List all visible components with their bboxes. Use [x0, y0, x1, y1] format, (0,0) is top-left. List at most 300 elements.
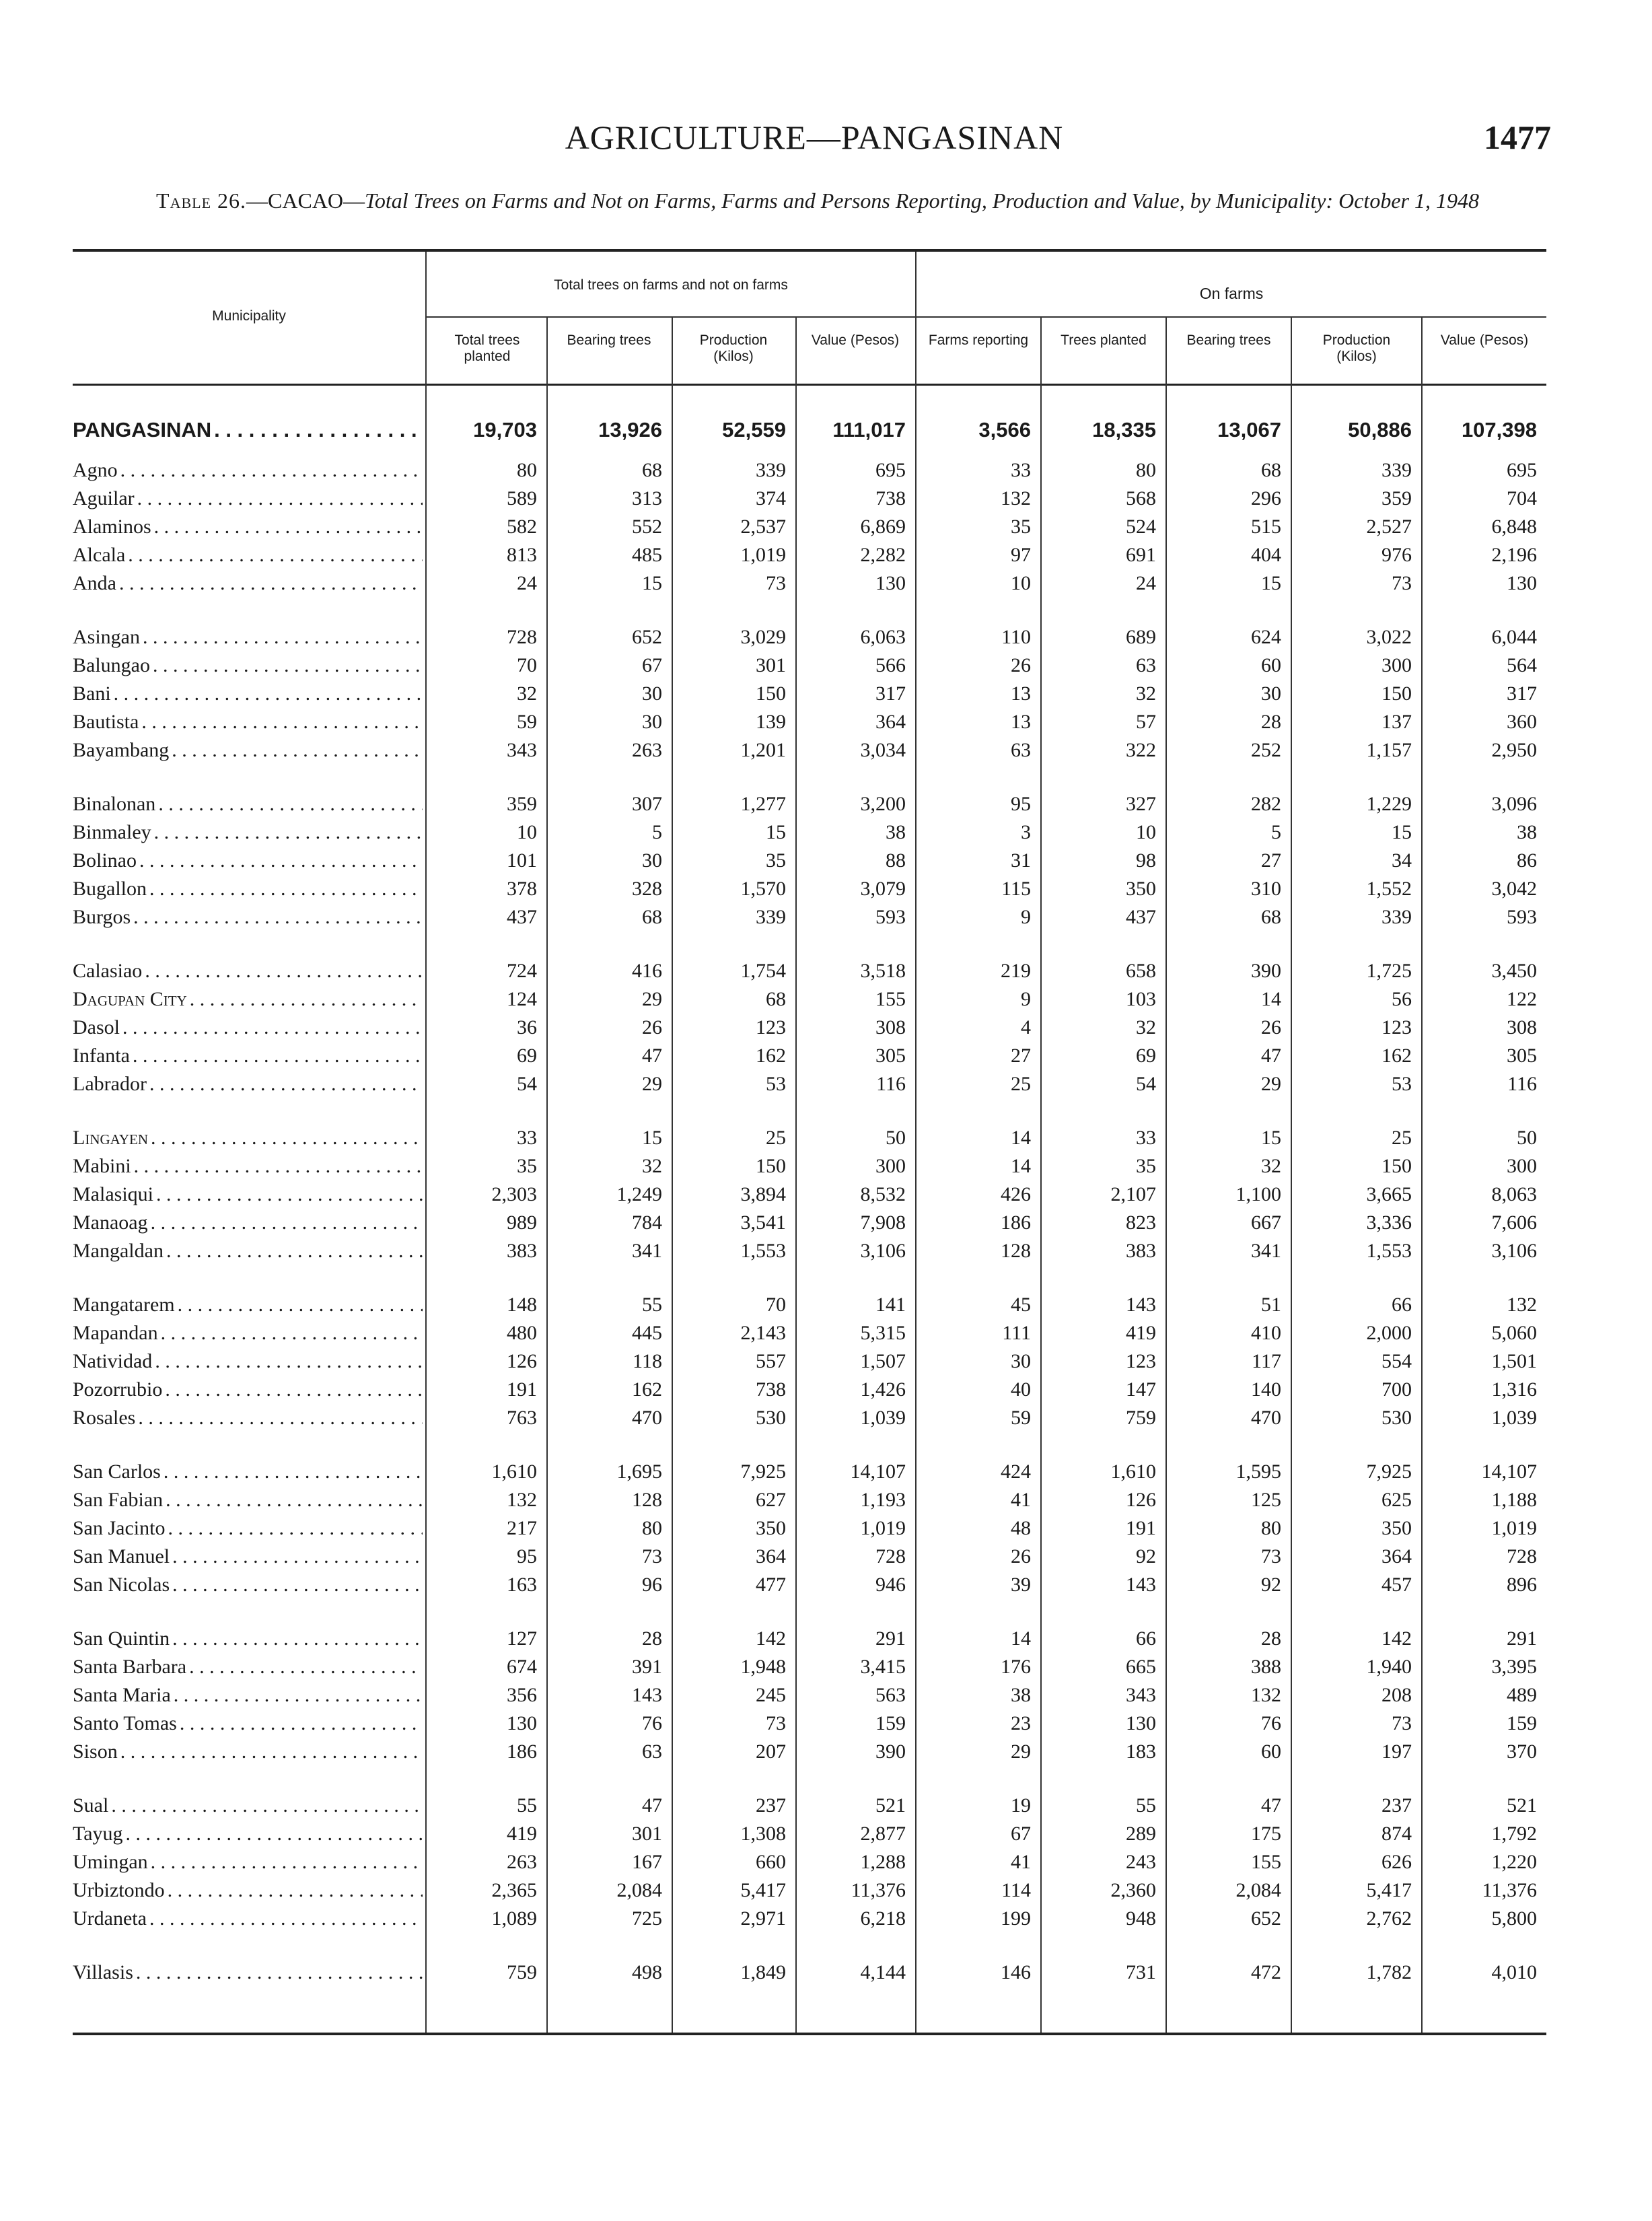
spacer-row — [73, 1766, 1546, 1792]
value-cell: 658 — [1126, 960, 1156, 982]
value-cell: 54 — [517, 1073, 537, 1095]
table-row — [73, 818, 1546, 847]
value-cell: 6,848 — [1491, 516, 1537, 538]
value-cell: 66 — [1392, 1294, 1412, 1316]
spacer-row — [73, 598, 1546, 623]
value-cell: 728 — [875, 1545, 906, 1567]
table-row — [73, 1653, 1546, 1681]
value-cell: 6,218 — [860, 1907, 906, 1930]
value-cell: 68 — [766, 988, 786, 1010]
leader-dots — [122, 1014, 423, 1042]
value-cell: 9 — [1021, 906, 1031, 928]
value-cell: 25 — [1392, 1127, 1412, 1149]
leader-dots — [168, 1876, 423, 1905]
value-cell: 28 — [642, 1627, 662, 1650]
municipality-cell — [73, 1820, 425, 1848]
leader-dots — [149, 1905, 423, 1933]
value-cell: 35 — [517, 1155, 537, 1177]
value-cell: 424 — [1001, 1460, 1031, 1483]
table-description: Total Trees on Farms and Not on Farms, Farms and Persons Reporting, Production and Value, by Municipality: October 1, 1948 — [365, 188, 1479, 213]
value-cell: 2,282 — [860, 544, 906, 566]
spacer-cell — [73, 1933, 1546, 1959]
header-production-kilos: Production (Kilos) — [699, 332, 768, 364]
municipality-name: San Jacinto — [73, 1517, 166, 1539]
value-cell: 700 — [1381, 1378, 1412, 1401]
table-row — [73, 1180, 1546, 1209]
value-cell: 176 — [1001, 1656, 1031, 1678]
value-cell: 731 — [1126, 1961, 1156, 1983]
municipality-name: Umingan — [73, 1851, 148, 1873]
value-cell: 4,144 — [860, 1961, 906, 1983]
leader-dots — [190, 985, 423, 1014]
municipality-name: Mangaldan — [73, 1240, 164, 1262]
value-cell: 26 — [1261, 1016, 1281, 1038]
table-row — [73, 1458, 1546, 1486]
value-cell: 110 — [1001, 626, 1031, 648]
leader-dots — [154, 818, 423, 847]
value-cell: 296 — [1251, 487, 1281, 509]
leader-dots — [166, 1237, 423, 1265]
municipality-cell — [73, 1738, 425, 1766]
value-cell: 2,360 — [1110, 1879, 1156, 1901]
municipality-name: Malasiqui — [73, 1183, 153, 1205]
value-cell: 107,398 — [1461, 418, 1537, 442]
leader-dots — [151, 1209, 423, 1237]
municipality-name: San Quintin — [73, 1627, 170, 1650]
table-row — [73, 569, 1546, 598]
value-cell: 123 — [1126, 1350, 1156, 1372]
value-cell: 191 — [1126, 1517, 1156, 1539]
table-row — [73, 1738, 1546, 1766]
value-cell: 101 — [507, 849, 537, 872]
value-cell: 5 — [652, 821, 662, 843]
value-cell: 191 — [507, 1378, 537, 1401]
value-cell: 150 — [756, 1155, 786, 1177]
value-cell: 25 — [1011, 1073, 1031, 1095]
table-row — [73, 456, 1546, 485]
value-cell: 308 — [1507, 1016, 1537, 1038]
municipality-name: Villasis — [73, 1961, 133, 1983]
municipality-name: Sual — [73, 1794, 109, 1817]
value-cell: 7,908 — [860, 1211, 906, 1234]
value-cell: 3,566 — [978, 418, 1031, 442]
leader-dots — [120, 456, 423, 485]
value-cell: 1,782 — [1366, 1961, 1412, 1983]
leader-dots — [168, 1514, 423, 1543]
value-cell: 118 — [633, 1350, 662, 1372]
value-cell: 29 — [1261, 1073, 1281, 1095]
value-cell: 163 — [507, 1574, 537, 1596]
value-cell: 691 — [1126, 544, 1156, 566]
leader-dots — [174, 1681, 423, 1709]
bottom-rule — [73, 2033, 1546, 2035]
value-cell: 695 — [1507, 459, 1537, 481]
value-cell: 13,926 — [598, 418, 662, 442]
value-cell: 80 — [1136, 459, 1156, 481]
municipality-cell — [73, 651, 425, 680]
municipality-cell — [73, 1486, 425, 1514]
value-cell: 142 — [756, 1627, 786, 1650]
municipality-cell — [73, 569, 425, 598]
value-cell: 137 — [1381, 711, 1412, 733]
value-cell: 300 — [1507, 1155, 1537, 1177]
value-cell: 763 — [507, 1407, 537, 1429]
value-cell: 68 — [642, 459, 662, 481]
value-cell: 301 — [756, 654, 786, 676]
value-cell: 5 — [1271, 821, 1281, 843]
municipality-name: Manaoag — [73, 1211, 148, 1234]
value-cell: 552 — [632, 516, 662, 538]
municipality-cell — [73, 404, 425, 456]
municipality-name: Asingan — [73, 626, 140, 648]
value-cell: 25 — [766, 1127, 786, 1149]
header-farms-reporting: Farms reporting — [928, 332, 1029, 348]
value-cell: 123 — [1381, 1016, 1412, 1038]
value-cell: 6,869 — [860, 516, 906, 538]
value-cell: 128 — [1001, 1240, 1031, 1262]
value-cell: 63 — [1136, 654, 1156, 676]
municipality-name: Calasiao — [73, 960, 143, 982]
value-cell: 27 — [1011, 1045, 1031, 1067]
value-cell: 47 — [1261, 1045, 1281, 1067]
municipality-cell — [73, 1792, 425, 1820]
value-cell: 143 — [632, 1684, 662, 1706]
value-cell: 33 — [1136, 1127, 1156, 1149]
value-cell: 54 — [1136, 1073, 1156, 1095]
leader-dots — [153, 651, 423, 680]
table-row — [73, 1152, 1546, 1180]
value-cell: 1,157 — [1366, 739, 1412, 761]
value-cell: 55 — [517, 1794, 537, 1817]
value-cell: 665 — [1126, 1656, 1156, 1678]
municipality-cell — [73, 1653, 425, 1681]
value-cell: 15 — [1261, 1127, 1281, 1149]
value-cell: 23 — [1011, 1712, 1031, 1734]
value-cell: 350 — [1126, 878, 1156, 900]
leader-dots — [134, 1152, 423, 1180]
leader-dots — [172, 736, 423, 765]
table-row — [73, 957, 1546, 985]
municipality-cell — [73, 736, 425, 765]
value-cell: 445 — [632, 1322, 662, 1344]
leader-dots — [158, 790, 423, 818]
value-cell: 625 — [1381, 1489, 1412, 1511]
value-cell: 350 — [1381, 1517, 1412, 1539]
value-cell: 132 — [1001, 487, 1031, 509]
value-cell: 130 — [1126, 1712, 1156, 1734]
value-cell: 3,450 — [1491, 960, 1537, 982]
municipality-name: Balungao — [73, 654, 150, 676]
municipality-name: Anda — [73, 572, 116, 594]
municipality-cell — [73, 1347, 425, 1376]
municipality-cell — [73, 456, 425, 485]
municipality-name: San Nicolas — [73, 1574, 170, 1596]
value-cell: 5,060 — [1491, 1322, 1537, 1344]
value-cell: 159 — [875, 1712, 906, 1734]
value-cell: 14 — [1011, 1127, 1031, 1149]
value-cell: 32 — [1136, 682, 1156, 705]
value-cell: 167 — [632, 1851, 662, 1873]
municipality-cell — [73, 985, 425, 1014]
value-cell: 148 — [507, 1294, 537, 1316]
leader-dots — [145, 957, 423, 985]
value-cell: 563 — [875, 1684, 906, 1706]
value-cell: 114 — [1001, 1879, 1031, 1901]
table-row — [73, 1319, 1546, 1347]
value-cell: 30 — [642, 849, 662, 872]
value-cell: 515 — [1251, 516, 1281, 538]
running-title: AGRICULTURE—PANGASINAN — [565, 118, 1064, 156]
value-cell: 390 — [875, 1740, 906, 1763]
value-cell: 1,507 — [860, 1350, 906, 1372]
municipality-cell — [73, 1514, 425, 1543]
value-cell: 35 — [1136, 1155, 1156, 1177]
table-row — [73, 1291, 1546, 1319]
leader-dots — [139, 847, 423, 875]
value-cell: 725 — [632, 1907, 662, 1930]
spacer-row — [73, 765, 1546, 790]
value-cell: 300 — [1381, 654, 1412, 676]
value-cell: 132 — [1507, 1294, 1537, 1316]
value-cell: 39 — [1011, 1574, 1031, 1596]
value-cell: 3,415 — [860, 1656, 906, 1678]
value-cell: 175 — [1251, 1823, 1281, 1845]
value-cell: 2,971 — [740, 1907, 786, 1930]
value-cell: 1,426 — [860, 1378, 906, 1401]
value-cell: 57 — [1136, 711, 1156, 733]
leader-dots — [136, 1959, 423, 1987]
value-cell: 291 — [875, 1627, 906, 1650]
value-cell: 63 — [1011, 739, 1031, 761]
value-cell: 383 — [507, 1240, 537, 1262]
value-cell: 557 — [756, 1350, 786, 1372]
value-cell: 823 — [1126, 1211, 1156, 1234]
value-cell: 15 — [642, 1127, 662, 1149]
value-cell: 47 — [642, 1045, 662, 1067]
value-cell: 370 — [1507, 1740, 1537, 1763]
municipality-name: Alaminos — [73, 516, 151, 538]
value-cell: 291 — [1507, 1627, 1537, 1650]
value-cell: 437 — [1126, 906, 1156, 928]
value-cell: 305 — [1507, 1045, 1537, 1067]
municipality-cell — [73, 1681, 425, 1709]
value-cell: 124 — [507, 988, 537, 1010]
value-cell: 76 — [642, 1712, 662, 1734]
value-cell: 1,595 — [1235, 1460, 1281, 1483]
municipality-cell — [73, 1209, 425, 1237]
municipality-cell — [73, 623, 425, 651]
value-cell: 29 — [642, 988, 662, 1010]
value-cell: 2,196 — [1491, 544, 1537, 566]
value-cell: 7,925 — [1366, 1460, 1412, 1483]
value-cell: 126 — [507, 1350, 537, 1372]
municipality-name: Santo Tomas — [73, 1712, 177, 1734]
value-cell: 14 — [1011, 1627, 1031, 1650]
value-cell: 313 — [632, 487, 662, 509]
group-rule-farms — [917, 316, 1546, 318]
leader-dots — [151, 1124, 423, 1152]
value-cell: 30 — [1011, 1350, 1031, 1372]
municipality-name: Urbiztondo — [73, 1879, 165, 1901]
value-cell: 217 — [507, 1517, 537, 1539]
municipality-name: Rosales — [73, 1407, 136, 1429]
value-cell: 391 — [632, 1656, 662, 1678]
value-cell: 92 — [1261, 1574, 1281, 1596]
value-cell: 1,193 — [860, 1489, 906, 1511]
value-cell: 350 — [756, 1517, 786, 1539]
value-cell: 1,792 — [1491, 1823, 1537, 1845]
municipality-name: Aguilar — [73, 487, 135, 509]
table-label: Table 26. — [156, 188, 247, 213]
value-cell: 3,042 — [1491, 878, 1537, 900]
value-cell: 32 — [517, 682, 537, 705]
value-cell: 15 — [642, 572, 662, 594]
value-cell: 14,107 — [1481, 1460, 1537, 1483]
value-cell: 356 — [507, 1684, 537, 1706]
spacer-cell — [73, 1265, 1546, 1291]
value-cell: 364 — [1381, 1545, 1412, 1567]
spacer-row — [73, 1432, 1546, 1458]
spacer-cell — [73, 1432, 1546, 1458]
leader-dots — [126, 1820, 423, 1848]
value-cell: 252 — [1251, 739, 1281, 761]
value-cell: 1,948 — [740, 1656, 786, 1678]
value-cell: 419 — [507, 1823, 537, 1845]
table-row — [73, 1848, 1546, 1876]
value-cell: 147 — [1126, 1378, 1156, 1401]
header-group-all: Total trees on farms and not on farms — [554, 277, 788, 293]
value-cell: 3,518 — [860, 960, 906, 982]
municipality-name: Tayug — [73, 1823, 123, 1845]
value-cell: 1,039 — [1491, 1407, 1537, 1429]
value-cell: 521 — [1507, 1794, 1537, 1817]
value-cell: 73 — [642, 1545, 662, 1567]
value-cell: 14 — [1011, 1155, 1031, 1177]
value-cell: 143 — [1126, 1574, 1156, 1596]
value-cell: 343 — [507, 739, 537, 761]
table-row — [73, 513, 1546, 541]
value-cell: 28 — [1261, 711, 1281, 733]
leader-dots — [214, 416, 423, 444]
value-cell: 35 — [766, 849, 786, 872]
value-cell: 390 — [1251, 960, 1281, 982]
municipality-name: Burgos — [73, 906, 131, 928]
value-cell: 14,107 — [850, 1460, 906, 1483]
value-cell: 59 — [517, 711, 537, 733]
municipality-name: Natividad — [73, 1350, 153, 1372]
value-cell: 40 — [1011, 1378, 1031, 1401]
table-row — [73, 1959, 1546, 1987]
table-row — [73, 1625, 1546, 1653]
value-cell: 52,559 — [722, 418, 786, 442]
leader-dots — [141, 708, 423, 736]
table-row — [73, 541, 1546, 569]
value-cell: 1,553 — [1366, 1240, 1412, 1262]
value-cell: 626 — [1381, 1851, 1412, 1873]
table-row — [73, 1124, 1546, 1152]
value-cell: 41 — [1011, 1851, 1031, 1873]
municipality-cell — [73, 1905, 425, 1933]
value-cell: 50,886 — [1348, 418, 1412, 442]
value-cell: 143 — [1126, 1294, 1156, 1316]
group-rule-all — [425, 316, 915, 318]
table-row — [73, 1820, 1546, 1848]
value-cell: 1,188 — [1491, 1489, 1537, 1511]
municipality-cell — [73, 1876, 425, 1905]
value-cell: 1,019 — [740, 544, 786, 566]
value-cell: 30 — [1261, 682, 1281, 705]
value-cell: 26 — [642, 1016, 662, 1038]
value-cell: 946 — [875, 1574, 906, 1596]
value-cell: 759 — [1126, 1407, 1156, 1429]
value-cell: 1,849 — [740, 1961, 786, 1983]
value-cell: 378 — [507, 878, 537, 900]
value-cell: 32 — [1136, 1016, 1156, 1038]
table-row — [73, 1404, 1546, 1432]
value-cell: 141 — [875, 1294, 906, 1316]
municipality-name: Dagupan City — [73, 988, 187, 1010]
value-cell: 186 — [507, 1740, 537, 1763]
value-cell: 30 — [642, 682, 662, 705]
value-cell: 31 — [1011, 849, 1031, 872]
value-cell: 53 — [766, 1073, 786, 1095]
value-cell: 477 — [756, 1574, 786, 1596]
value-cell: 50 — [886, 1127, 906, 1149]
leader-dots — [143, 623, 423, 651]
header-trees-planted: Trees planted — [1061, 332, 1147, 348]
value-cell: 41 — [1011, 1489, 1031, 1511]
value-cell: 667 — [1251, 1211, 1281, 1234]
value-cell: 2,084 — [1235, 1879, 1281, 1901]
table-row — [73, 1905, 1546, 1933]
leader-dots — [128, 541, 423, 569]
value-cell: 50 — [1517, 1127, 1537, 1149]
municipality-cell — [73, 1180, 425, 1209]
municipality-name: Labrador — [73, 1073, 147, 1095]
value-cell: 96 — [642, 1574, 662, 1596]
value-cell: 5,417 — [740, 1879, 786, 1901]
value-cell: 127 — [507, 1627, 537, 1650]
leader-dots — [149, 1070, 423, 1098]
value-cell: 116 — [1507, 1073, 1537, 1095]
value-cell: 813 — [507, 544, 537, 566]
value-cell: 724 — [507, 960, 537, 982]
value-cell: 1,610 — [1110, 1460, 1156, 1483]
municipality-name: Bugallon — [73, 878, 147, 900]
value-cell: 3 — [1021, 821, 1031, 843]
value-cell: 1,940 — [1366, 1656, 1412, 1678]
value-cell: 2,950 — [1491, 739, 1537, 761]
table-body — [73, 404, 1546, 1987]
table-row — [73, 1486, 1546, 1514]
value-cell: 339 — [756, 459, 786, 481]
value-cell: 36 — [517, 1016, 537, 1038]
header-bearing-trees: Bearing trees — [567, 332, 651, 348]
value-cell: 80 — [517, 459, 537, 481]
value-cell: 1,288 — [860, 1851, 906, 1873]
value-cell: 18,335 — [1092, 418, 1156, 442]
municipality-name: Dasol — [73, 1016, 120, 1038]
value-cell: 1,552 — [1366, 878, 1412, 900]
table-row — [73, 1209, 1546, 1237]
municipality-cell — [73, 541, 425, 569]
municipality-cell — [73, 1014, 425, 1042]
leader-dots — [164, 1458, 423, 1486]
value-cell: 162 — [1381, 1045, 1412, 1067]
spacer-cell — [73, 1599, 1546, 1625]
leader-dots — [180, 1709, 423, 1738]
value-cell: 111,017 — [832, 418, 906, 442]
